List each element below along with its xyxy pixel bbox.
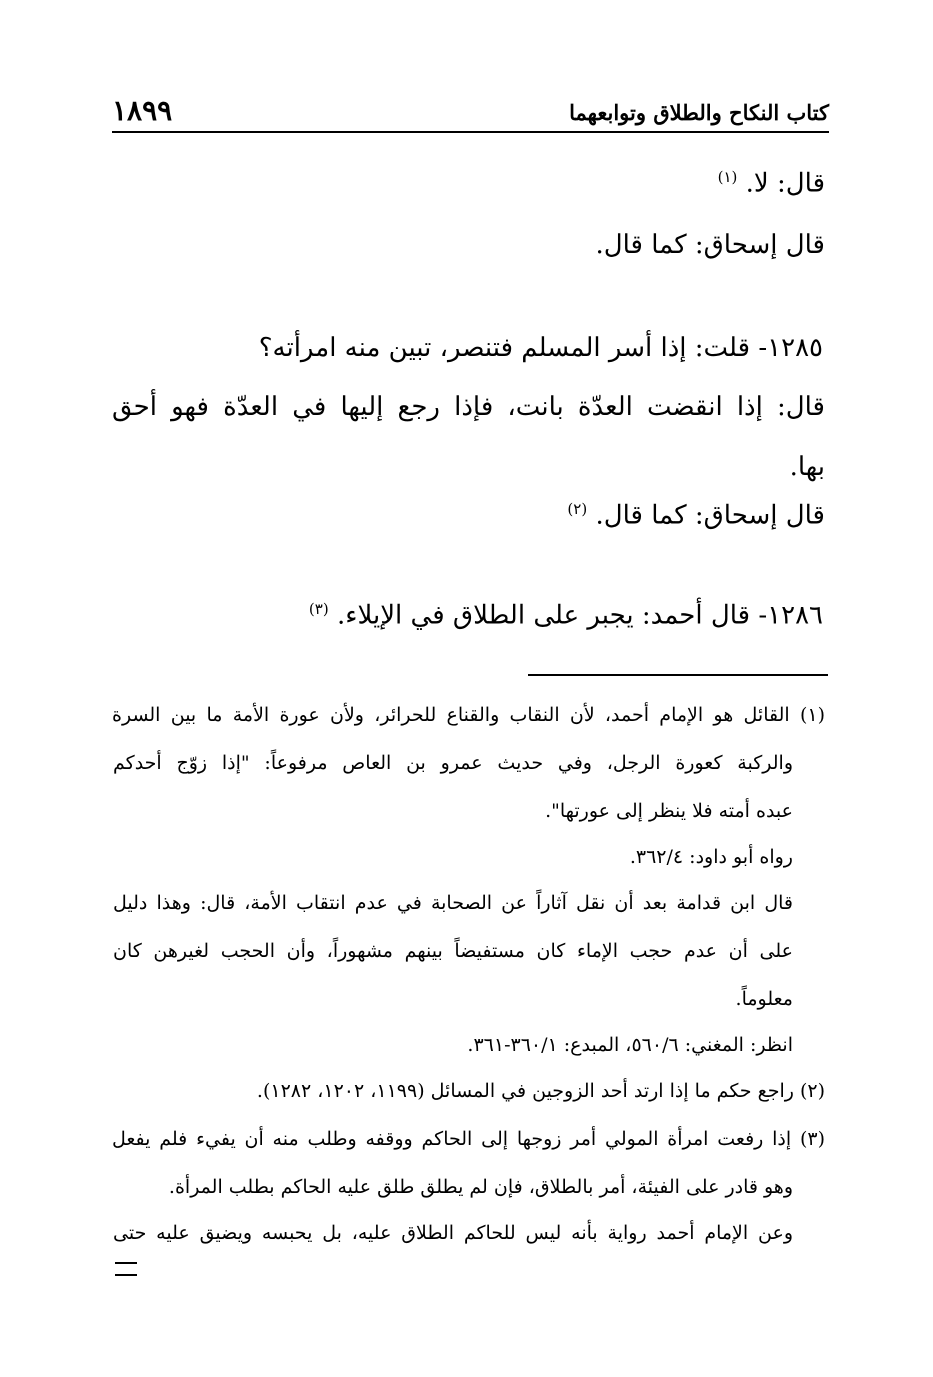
page-number: ١٨٩٩	[112, 94, 173, 127]
answer-line-1	[718, 168, 825, 199]
footnote-ref-2: (٢)	[567, 500, 588, 518]
footnote-1-line-2: والركبة كعورة الرجل، وفي حديث عمرو بن العاص مرفوعاً: "إذا زوّج أحدكم	[113, 752, 793, 774]
continuation-mark	[115, 1262, 137, 1276]
answer-1285-line-2: بها.	[789, 452, 825, 482]
footnote-1-line-4: رواه أبو داود: ٣٦٢/٤.	[629, 846, 793, 868]
page-header	[112, 92, 829, 130]
ishaq-line-2	[567, 500, 825, 531]
footnote-1-line-7: معلوماً.	[735, 988, 793, 1010]
footnote-separator	[528, 674, 828, 676]
footnote-1-line-8: انظر: المغني: ٥٦٠/٦، المبدع: ٣٦٠/١-٣٦١.	[467, 1034, 793, 1056]
question-1286-text: ١٢٨٦- قال أحمد: يجبر على الطلاق في الإيلاء.	[336, 600, 823, 631]
answer-text: قال: لا.	[745, 168, 825, 199]
ishaq-line-1: قال إسحاق: كما قال.	[595, 230, 825, 260]
answer-1285-line-1: قال: إذا انقضت العدّة بانت، فإذا رجع إليها في العدّة فهو أحق	[112, 392, 825, 422]
footnote-1-line-6: على أن عدم حجب الإماء كان مستفيضاً بينهم مشهوراً، وأن الحجب لغيرهن كان	[113, 940, 793, 962]
footnote-ref-3: (٣)	[308, 600, 329, 618]
footnote-1-line-1: (١) القائل هو الإمام أحمد، لأن النقاب والقناع للحرائر، ولأن عورة الأمة ما بين السرة	[112, 704, 825, 726]
footnote-1-line-3: عبده أمته فلا ينظر إلى عورتها".	[545, 800, 793, 822]
footnote-ref-1: (١)	[717, 168, 738, 186]
footnote-3-line-3: وعن الإمام أحمد رواية بأنه ليس للحاكم الطلاق عليه، بل يحبسه ويضيق عليه حتى	[113, 1222, 793, 1244]
footnote-1-line-5: قال ابن قدامة بعد أن نقل آثاراً عن الصحابة في عدم انتقاب الأمة، قال: وهذا دليل	[113, 892, 793, 914]
footnote-3-line-2: وهو قادر على الفيئة، أمر بالطلاق، فإن لم يطلق طلق عليه الحاكم بطلب المرأة.	[168, 1176, 793, 1198]
question-1285: ١٢٨٥- قلت: إذا أسر المسلم فتنصر، تبين منه امرأته؟	[258, 333, 823, 363]
footnote-3-line-1: (٣) إذا رفعت امرأة المولي أمر زوجها إلى الحاكم ووقفه وطلب منه أن يفيء فلم يفعل	[112, 1128, 825, 1150]
running-title: كتاب النكاح والطلاق وتوابعهما	[569, 100, 829, 125]
footnote-2: (٢) راجع حكم ما إذا ارتد أحد الزوجين في المسائل (١١٩٩، ١٢٠٢، ١٢٨٢).	[256, 1080, 825, 1102]
header-rule	[112, 131, 829, 133]
question-1286	[309, 600, 823, 631]
ishaq-text: قال إسحاق: كما قال.	[595, 500, 825, 531]
